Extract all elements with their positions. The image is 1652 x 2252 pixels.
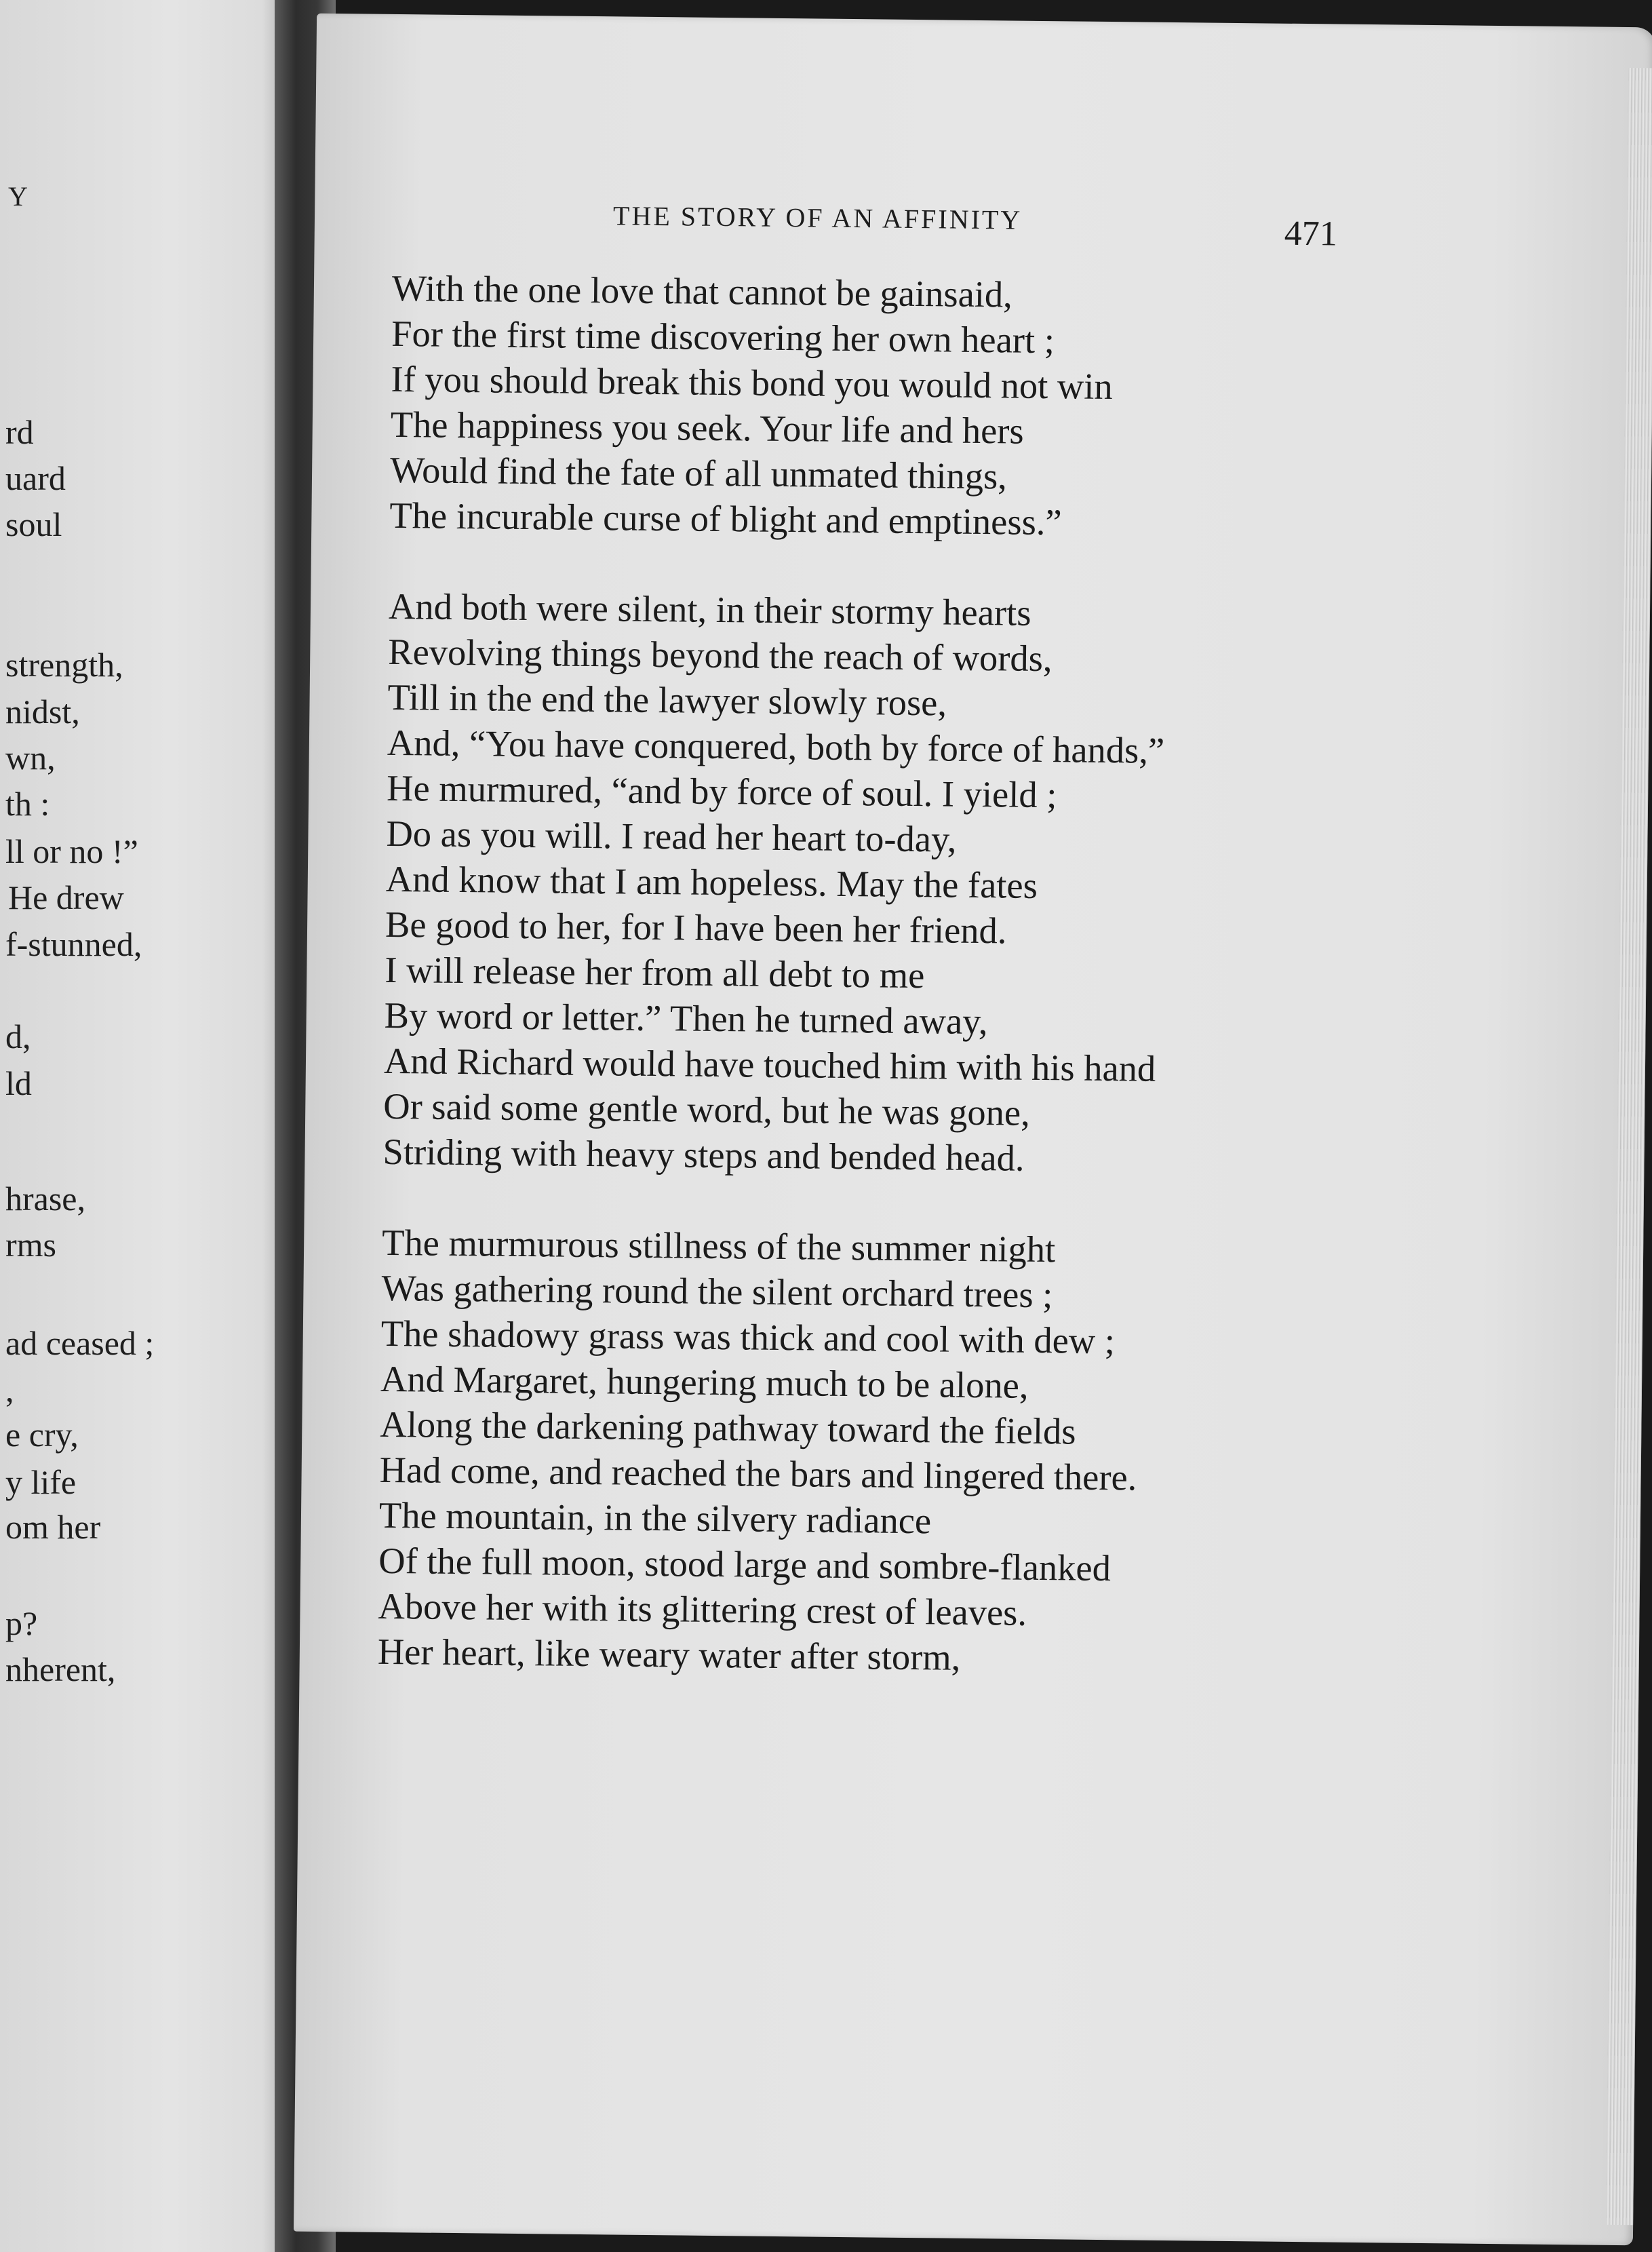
left-page-fragment	[0, 0, 285, 2252]
left-page-fragment-text: d,	[5, 1017, 31, 1055]
left-page-fragment-text: om her	[5, 1508, 101, 1546]
left-page-fragment-text: rd	[5, 413, 34, 451]
poem-line: Be good to her, for I have been her friend.	[385, 903, 1007, 952]
poem-line: The murmurous stillness of the summer night	[381, 1221, 1056, 1270]
left-page-fragment-text: ,	[5, 1371, 14, 1409]
left-page-fragment-text: nidst,	[5, 693, 80, 731]
poem-line: Along the darkening pathway toward the fields	[380, 1403, 1076, 1452]
poem-line: Or said some gentle word, but he was gone,	[382, 1085, 1031, 1133]
left-page-fragment-text: nherent,	[5, 1650, 116, 1688]
poem-line: By word or letter.” Then he turned away,	[384, 994, 988, 1043]
poem-line: Had come, and reached the bars and lingered there.	[379, 1448, 1137, 1498]
poem-line: Striding with heavy steps and bended head.	[382, 1130, 1025, 1179]
left-page-fragment-text: uard	[5, 459, 66, 497]
poem-line: And Margaret, hungering much to be alone,	[380, 1357, 1029, 1406]
poem-line: Was gathering round the silent orchard trees ;	[381, 1266, 1053, 1316]
right-page	[294, 14, 1652, 2246]
poem-line: With the one love that cannot be gainsaid,	[391, 267, 1013, 315]
poem-line: Above her with its glittering crest of leaves.	[378, 1585, 1027, 1633]
stanza-3	[378, 1220, 1400, 1685]
left-page-fragment-text: th :	[5, 785, 50, 823]
poem-line: The mountain, in the silvery radiance	[378, 1494, 932, 1542]
left-page-fragment-text: ad ceased ;	[5, 1324, 155, 1362]
poem-line: The shadowy grass was thick and cool with dew ;	[380, 1312, 1116, 1362]
poem-line: And, “You have conquered, both by force of hands,”	[387, 721, 1165, 771]
poem-line: If you should break this bond you would not win	[391, 357, 1113, 408]
poem-line: The incurable curse of blight and emptiness.”	[389, 494, 1062, 543]
left-page-fragment-text: strength,	[5, 646, 123, 684]
left-page-fragment-text: f-stunned,	[5, 925, 142, 963]
left-page-fragment-text: He drew	[8, 878, 124, 916]
left-page-fragment-text: y life	[5, 1463, 77, 1501]
poem-line: For the first time discovering her own heart ;	[391, 312, 1055, 362]
left-page-fragment-text: e cry,	[5, 1416, 79, 1454]
poem-line: Do as you will. I read her heart to-day,	[386, 812, 957, 860]
left-page-fragment-text: ll or no !”	[5, 832, 138, 870]
poem-line: Revolving things beyond the reach of words,	[388, 630, 1053, 680]
left-page-fragment-text: wn,	[5, 739, 56, 777]
poem-line: And both were silent, in their stormy hearts	[388, 585, 1031, 634]
page-number: 471	[1284, 214, 1338, 254]
running-head: THE STORY OF AN AFFINITY	[612, 200, 1023, 235]
left-page-fragment-text: hrase,	[5, 1180, 85, 1218]
page-edges	[1606, 68, 1652, 2225]
poem-line: Would find the fate of all unmated things,	[389, 448, 1008, 497]
poem-line: And know that I am hopeless. May the fates	[385, 857, 1038, 906]
left-page-fragment-text: rms	[5, 1226, 56, 1264]
poem-line: And Richard would have touched him with his hand	[383, 1039, 1156, 1089]
poem-line: Her heart, like weary water after storm,	[377, 1630, 961, 1678]
poem-line: The happiness you seek. Your life and hers	[390, 403, 1025, 452]
left-page-fragment-text: p?	[5, 1604, 38, 1642]
stanza-2	[382, 583, 1406, 1185]
poem-line: I will release her from all debt to me	[385, 948, 925, 996]
stanza-1	[389, 265, 1409, 549]
left-page-fragment-text: soul	[5, 505, 62, 543]
poem-line: Of the full moon, stood large and sombre-flanked	[378, 1539, 1112, 1589]
left-page-fragment-text: Y	[8, 181, 29, 212]
left-page-fragment-text: ld	[5, 1064, 32, 1102]
poem-text	[378, 265, 1410, 1685]
left-page-text-fragments	[0, 0, 285, 2252]
poem-line: He murmured, “and by force of soul. I yield ;	[386, 766, 1057, 816]
poem-line: Till in the end the lawyer slowly rose,	[387, 676, 947, 724]
